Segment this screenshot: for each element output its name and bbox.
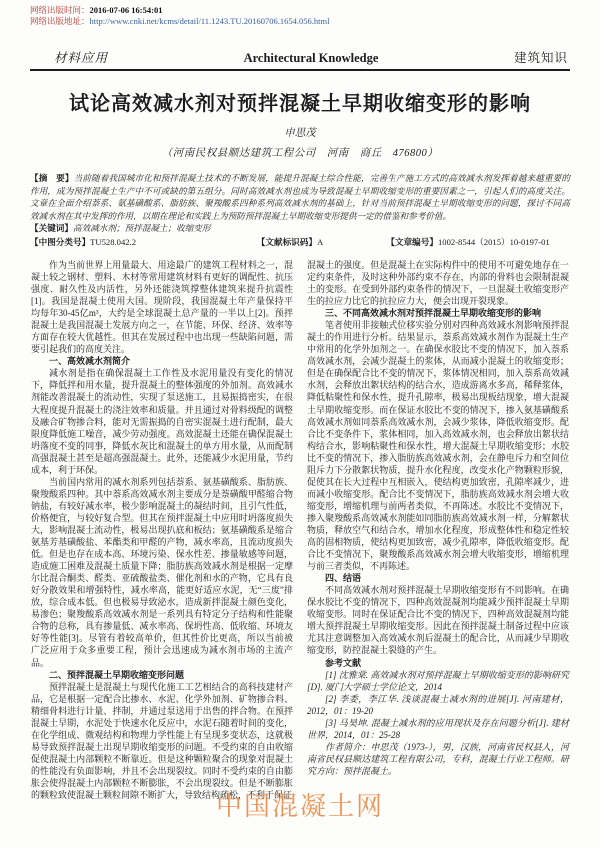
- header-rule: [30, 69, 570, 71]
- keywords-text: 高效减水剂；预拌混凝土；收缩变形: [72, 223, 211, 234]
- body-paragraph: 混凝土的强度。但是混凝土在实际构件中的使用不可避免地存在一定约束条件，及时这种外部约束不存在，内部的骨料也会限制混凝土的变形。在受到外部约束条件的情况下，一旦混凝土收缩变形产生的拉应力比它的抗拉应力大，便会出现开裂现象。: [307, 259, 569, 307]
- article-id-label: 【文章编号】: [386, 236, 438, 247]
- journal-name-en: Architectural Knowledge: [243, 51, 379, 65]
- publish-url-row: [30, 16, 600, 27]
- journal-name-cn: 建筑知识: [513, 51, 568, 65]
- body-paragraph: 作为当前世界上用量最大、用途最广的建筑工程材料之一，混凝土较之钢材、塑料、木材等常用建筑材料有更好的调配性、抗压强度、耐久性及内活性，另外还能浇筑撑整体建筑来提升抗震性[1]。我国是混凝土使用大国。现阶段，我国混凝土年产量保持平均每年30-45亿m³，大约是全球混凝土总产量的一半以上[2]。预拌混凝土是我国混凝土发展方向之一，在节能、环保、经济、效率等方面存在较大优越性。但其在发展过程中也出现一些缺陷问题，需要引起我们的高度关注。: [31, 259, 293, 355]
- clc-label: 【中图分类号】: [30, 236, 91, 247]
- keywords-label: 【关键词】: [30, 223, 73, 234]
- section-heading: 二、预拌混凝土早期收缩变形问题: [49, 669, 185, 680]
- left-column: [31, 259, 293, 801]
- section-heading: 三、不同高效减水剂对预拌混凝土早期收缩变形的影响: [325, 308, 542, 319]
- body-paragraph: 不同高效减水剂对预拌混凝土早期收缩变形有不同影响。在确保水胶比不变的情况下，四种高效混凝剂均能减少预拌混凝土早期收缩变形。同时在保证配合比不变的情况下，四种高效混凝剂均能增大预拌混凝土早期收缩变形。因此在预拌混凝土制备过程中应该尤其注意调整加入高效减水剂后混凝土的配合比，从而减少早期收缩变形，防控混凝土裂缝的产生。: [307, 585, 569, 656]
- publish-time-label: 网络出版时间：: [30, 5, 90, 15]
- journal-header: [32, 48, 568, 66]
- column-name: 材料应用: [54, 51, 109, 65]
- doc-code-label: 【文献标识码】: [256, 236, 317, 247]
- abstract-label: 【摘 要】: [30, 173, 74, 183]
- doc-code-value: A: [316, 236, 324, 247]
- clc-value: TU528.042.2: [90, 236, 137, 247]
- publish-url-link[interactable]: http://www.cnki.net/kcms/detail/11.1243.TU.20160706.1654.056.html: [89, 16, 330, 26]
- section-heading: 四、结语: [325, 573, 362, 584]
- reference-item: 作者简介：申思茂（1973-），男，汉族，河南省民权县人，河南省民权县顺达建筑工程有限公司，专科，混凝土行业工程师。研究方向：预拌混凝土。: [307, 741, 569, 776]
- keywords: [30, 222, 570, 235]
- body-paragraph: 预拌混凝土是混凝土与现代化施工工艺相结合的高科技建材产品，它是根据一定配合比掺水、水泥、化学外加剂、矿物掺合料、精细骨料进行计量、拌制，并通过泵送用于出售的拌合物。在预拌混凝土早期，水泥处于快速水化反应中，水泥石随着时间的变化，在化学组成、微观结构和物理力学性能上有呈现多变状态，这就极易导致预拌混凝土出现早期收缩变形的问题。不受约束的自由收缩促使混凝土内部颗粒不断靠近。但是这种颗粒聚合的现象对混凝土的性能没有负面影响，并且不会出现裂纹。同时不受约束的自由膨胀会使得混凝土内部颗粒不断膨胀，不会出现裂纹。但是不断膨胀的颗粒致使混凝土颗粒间隙不断扩大，导致结构疏松，不利于保证: [31, 681, 293, 801]
- section-heading: 一、高效减水剂简介: [49, 356, 131, 367]
- publish-time-value: 2016-07-06 16:54:01: [89, 5, 163, 15]
- site-watermark: 中国混凝土网: [215, 791, 384, 821]
- publish-url-label: 网络出版地址：: [30, 16, 90, 26]
- article-title: 试论高效减水剂对预拌混凝土早期收缩变形的影响: [69, 93, 531, 115]
- section-heading: 参考文献: [325, 657, 362, 668]
- abstract: [30, 172, 570, 222]
- document-code: [257, 236, 387, 249]
- body-paragraph: 笔者使用非接触式位移实验分别对四种高效减水剂影响预拌混凝土的作用进行分析。结果显示，萘系高效减水剂作为混凝土生产中常用的化学外加剂之一。在确保水胶比不变的情况下，加入萘系高效减水剂，会减少混凝土的浆体，从而减小混凝土的收缩变形；但是在确保配合比不变的情况下，浆体情况相同，加入萘系高效减水剂，会释放出絮状结构的结合水，造成游离水多高，稀释浆体，降低粘聚性和保水性，提升孔隙率，极易出现板结现象，增大混凝土早期收缩变形。而在保证水胶比不变的情况下，掺入氨基磺酸系高效减水剂如同萘系高效减水剂，会减少浆体，降低收缩变形。配合比不变条件下，浆体相同，加入高效减水剂，也会释放出絮状结构结合水，影响粘聚性和保水性，增大混凝土早期收缩变形；水胶比不变的情况下，掺入脂肪族高效减水剂，会在静电斥力和空间位阻斥力下分散絮状物质，提升水化程度，改变水化产物颗粒形貌，促使其在长大过程中互相嵌入，使结构更加致密，孔隙率减少，进而减小收缩变形。配合比不变情况下，脂肪族高效减水剂会增大收缩变形，增缩机理与前两者类似，不再陈述。水胶比不变情况下，掺入聚羧酸系高效减水剂能如同脂肪族高效减水剂一样，分解絮状物质，释放空气和结合水，增加水化程度，形成整体性和稳定性较高的固相物质，使结构更加致密，减少孔隙率，降低收缩变形。配合比不变情况下，聚羧酸系高效减水剂会增大收缩变形，增缩机理与前三者类似，不再陈述。: [307, 320, 569, 572]
- abstract-text: 当前随着我国城市化和预拌混凝土技术的不断发展，能提升混凝土综合性能，完善生产施工方式的高效减水剂发挥着越来越重要的作用，成为预拌混凝土生产中不可或缺的第五组分。同时高效减水剂也成为导致混凝土早期收缩变形的重要因素之一，引起人们的高度关注。文章在全面介绍萘系、氨基磺酸系、脂肪族、聚羧酸系四种系列高效减水剂的基础上，针对当前预拌混凝土早期收缩变形的问题，探讨不同高效减水剂在其中发挥的作用，以期在理论和实践上为预防预拌混凝土早期收缩变形提供一定的借鉴和参考价值。: [30, 173, 570, 221]
- body-paragraph: 减水剂是指在确保混凝土工作性及水泥用量没有变化的情况下，降低拌和用水量，提升混凝土的整体强度的外加剂。高效减水剂能改善混凝土的流动性，实现了泵送施工，且易振捣密实，在很大程度提升混凝土的浇注效率和质量。并且通过对骨料级配的调整及融合矿物掺合料，能对无需振捣的自密实混凝土进行配制，最大限度降低施工噪音，减少劳动强度。高效混凝土还能在确保混凝土坍落度不变的同事，降低水灰比和混凝土的单方用水量，从而配制高强混凝土甚至是超高强混凝土。此外，还能减少水泥用量，节约成本，利于环保。: [31, 368, 293, 475]
- body-columns: [31, 259, 569, 801]
- right-column: [307, 259, 569, 801]
- author-name: 申思茂: [284, 128, 316, 139]
- article-id: [386, 236, 570, 249]
- publish-time-row: [30, 5, 600, 16]
- reference-item: [1] 沈雅棠. 高效减水剂对预拌混凝土早期收缩变形的影响研究[D]. 厦门大学硕士学位论文，2014: [307, 669, 569, 692]
- body-paragraph: 当前国内常用的减水剂系列包括萘系、氨基磺酸系、脂肪族、聚羧酸系四种。其中萘系高效减水剂主要成分是萘磺酸甲醛缩合物钠盐，有较好减水率，极少影响混凝土的凝结时间，且引气性低，价格便宜，与较好复合型。但其在预拌混凝土中应用时坍落度损失大，影响混凝土流动性，极易出现扒底和板结；氨基磺酸系是缩合氨基芳基磺酸盐、苯酯类和甲醛的产物，减水率高，且流动度损失低。但是也存在成本高、环境污染、保水性差、掺量敏感等问题，造成施工困难及混凝土质量下降；脂肪族高效减水剂是根据一定摩尔比混合酮类、醛类、亚硫酸盐类、催化剂和水的产物，它具有良好分散效果和增强特性，减水率高，能更好适应水泥，无“三废”排放，综合成本低。但也极易导致泌水，造成新拌混凝土颜色变化，易渗色；聚羧酸系高效减水剂是一系列具有特定分子结构和性能聚合物的总称，具有掺量低、减水率高、保坍性高、低收缩、环境友好等性能[3]。尽管有着较高单价，但其性价比更高，所以当前被广泛应用于众多重要工程，预计会迅速成为减水剂市场的主流产品。: [31, 476, 293, 668]
- reference-item: [3] 马昊坤. 混凝土减水剂的应用现状及存在问题分析[J]. 建材世界，2014，01：25-28: [307, 717, 569, 740]
- web-publication-meta: [30, 5, 600, 27]
- author-affiliation: （河南民权县顺达建筑工程公司 河南 商丘 476800）: [161, 148, 439, 159]
- clc-number: [30, 236, 257, 249]
- article-id-value: 1002-8544（2015）10-0197-01: [437, 236, 550, 247]
- classification-row: [30, 236, 570, 249]
- reference-item: [2] 李委，李江华. 浅谈混凝土减水剂的进展[J]. 河南建材，2012，01：19-20: [307, 693, 569, 716]
